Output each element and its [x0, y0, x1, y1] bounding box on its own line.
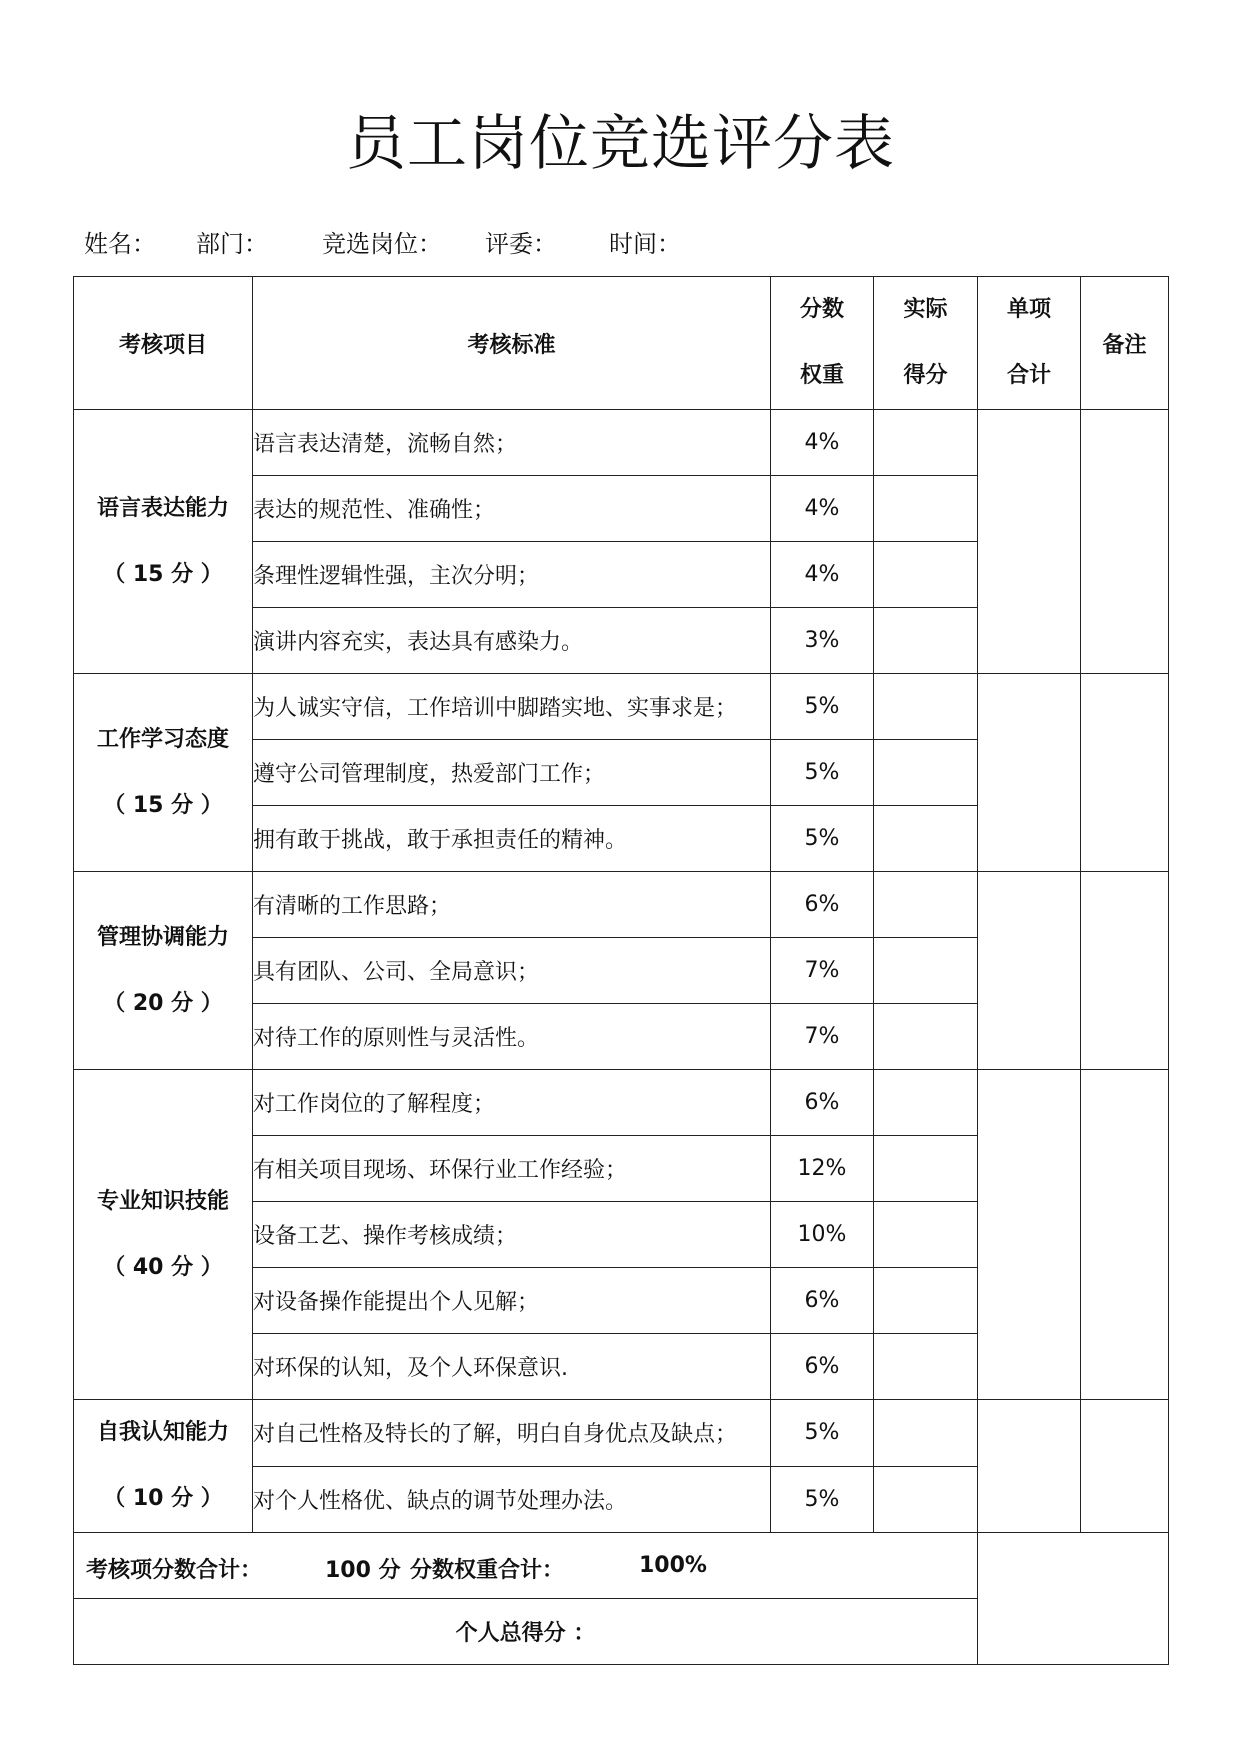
criteria-cell: 设备工艺、操作考核成绩；	[253, 1202, 771, 1268]
weight-cell: 10%	[771, 1202, 874, 1268]
judge-label: 评委：	[485, 230, 557, 258]
actual-score-cell[interactable]	[874, 806, 978, 872]
actual-score-cell[interactable]	[874, 410, 978, 476]
criteria-cell: 有清晰的工作思路；	[253, 872, 771, 938]
weight-cell: 5%	[771, 674, 874, 740]
actual-score-cell[interactable]	[874, 1466, 978, 1533]
header-criteria: 考核标准	[253, 277, 771, 410]
actual-score-cell[interactable]	[874, 1268, 978, 1334]
category-cell: 自我认知能力 （ 10 分 ）	[74, 1400, 253, 1533]
weight-cell: 3%	[771, 608, 874, 674]
criteria-cell: 对待工作的原则性与灵活性。	[253, 1004, 771, 1070]
header-row	[74, 277, 1169, 410]
criteria-cell: 对环保的认知，及个人环保意识.	[253, 1334, 771, 1400]
actual-score-cell[interactable]	[874, 740, 978, 806]
header-item: 考核项目	[74, 277, 253, 410]
criteria-cell: 对自己性格及特长的了解，明白自身优点及缺点；	[253, 1400, 771, 1467]
actual-score-cell[interactable]	[874, 872, 978, 938]
table-row	[74, 674, 1169, 740]
subtotal-cell[interactable]	[978, 872, 1081, 1070]
weight-cell: 6%	[771, 1334, 874, 1400]
score-total-value: 100 分	[325, 1558, 401, 1583]
actual-score-cell[interactable]	[874, 542, 978, 608]
subtotal-cell[interactable]	[978, 1070, 1081, 1400]
category-cell: 专业知识技能 （ 40 分 ）	[74, 1070, 253, 1400]
weight-cell: 5%	[771, 1466, 874, 1533]
remark-cell[interactable]	[1081, 1070, 1169, 1400]
actual-score-cell[interactable]	[874, 1400, 978, 1467]
actual-score-cell[interactable]	[874, 674, 978, 740]
actual-score-cell[interactable]	[874, 1070, 978, 1136]
criteria-cell: 对个人性格优、缺点的调节处理办法。	[253, 1466, 771, 1533]
actual-score-cell[interactable]	[874, 1004, 978, 1070]
criteria-cell: 对工作岗位的了解程度；	[253, 1070, 771, 1136]
weight-total-value: 100%	[639, 1553, 707, 1578]
weight-cell: 5%	[771, 806, 874, 872]
table-row	[74, 410, 1169, 476]
weight-cell: 7%	[771, 1004, 874, 1070]
remark-cell[interactable]	[1081, 1400, 1169, 1533]
category-cell: 工作学习态度 （ 15 分 ）	[74, 674, 253, 872]
criteria-cell: 拥有敢于挑战，敢于承担责任的精神。	[253, 806, 771, 872]
weight-total-label: 分数权重合计：	[410, 1558, 565, 1583]
header-remark: 备注	[1081, 277, 1169, 410]
summary-row	[74, 1533, 1169, 1599]
criteria-cell: 表达的规范性、准确性；	[253, 476, 771, 542]
criteria-cell: 演讲内容充实，表达具有感染力。	[253, 608, 771, 674]
actual-score-cell[interactable]	[874, 608, 978, 674]
total-score-value-cell[interactable]	[978, 1533, 1169, 1665]
weight-cell: 4%	[771, 542, 874, 608]
name-label: 姓名：	[84, 230, 156, 258]
department-label: 部门：	[196, 230, 268, 258]
criteria-cell: 对设备操作能提出个人见解；	[253, 1268, 771, 1334]
criteria-cell: 条理性逻辑性强，主次分明；	[253, 542, 771, 608]
weight-cell: 5%	[771, 740, 874, 806]
score-total-label: 考核项分数合计：	[86, 1558, 263, 1583]
actual-score-cell[interactable]	[874, 1202, 978, 1268]
category-cell: 管理协调能力 （ 20 分 ）	[74, 872, 253, 1070]
remark-cell[interactable]	[1081, 872, 1169, 1070]
form-title: 员工岗位竞选评分表	[346, 109, 895, 179]
position-label: 竞选岗位：	[322, 230, 442, 258]
criteria-cell: 遵守公司管理制度，热爱部门工作；	[253, 740, 771, 806]
weight-cell: 12%	[771, 1136, 874, 1202]
time-label: 时间：	[609, 230, 681, 258]
table-row	[74, 872, 1169, 938]
header-weight: 分数 权重	[771, 277, 874, 410]
table-row	[74, 1400, 1169, 1467]
weight-cell: 6%	[771, 872, 874, 938]
actual-score-cell[interactable]	[874, 1334, 978, 1400]
criteria-cell: 为人诚实守信，工作培训中脚踏实地、实事求是；	[253, 674, 771, 740]
criteria-cell: 语言表达清楚，流畅自然；	[253, 410, 771, 476]
subtotal-cell[interactable]	[978, 410, 1081, 674]
total-score-label: 个人总得分 ：	[74, 1599, 978, 1665]
remark-cell[interactable]	[1081, 674, 1169, 872]
table-row	[74, 1070, 1169, 1136]
weight-cell: 6%	[771, 1070, 874, 1136]
weight-cell: 4%	[771, 476, 874, 542]
weight-cell: 5%	[771, 1400, 874, 1467]
actual-score-cell[interactable]	[874, 1136, 978, 1202]
subtotal-cell[interactable]	[978, 674, 1081, 872]
actual-score-cell[interactable]	[874, 938, 978, 1004]
criteria-cell: 有相关项目现场、环保行业工作经验；	[253, 1136, 771, 1202]
weight-cell: 7%	[771, 938, 874, 1004]
header-subtotal: 单项 合计	[978, 277, 1081, 410]
actual-score-cell[interactable]	[874, 476, 978, 542]
weight-cell: 6%	[771, 1268, 874, 1334]
criteria-cell: 具有团队、公司、全局意识；	[253, 938, 771, 1004]
remark-cell[interactable]	[1081, 410, 1169, 674]
weight-cell: 4%	[771, 410, 874, 476]
category-cell: 语言表达能力 （ 15 分 ）	[74, 410, 253, 674]
score-summary-cell	[74, 1533, 978, 1599]
header-actual-score: 实际 得分	[874, 277, 978, 410]
subtotal-cell[interactable]	[978, 1400, 1081, 1533]
score-table	[73, 276, 1169, 1665]
